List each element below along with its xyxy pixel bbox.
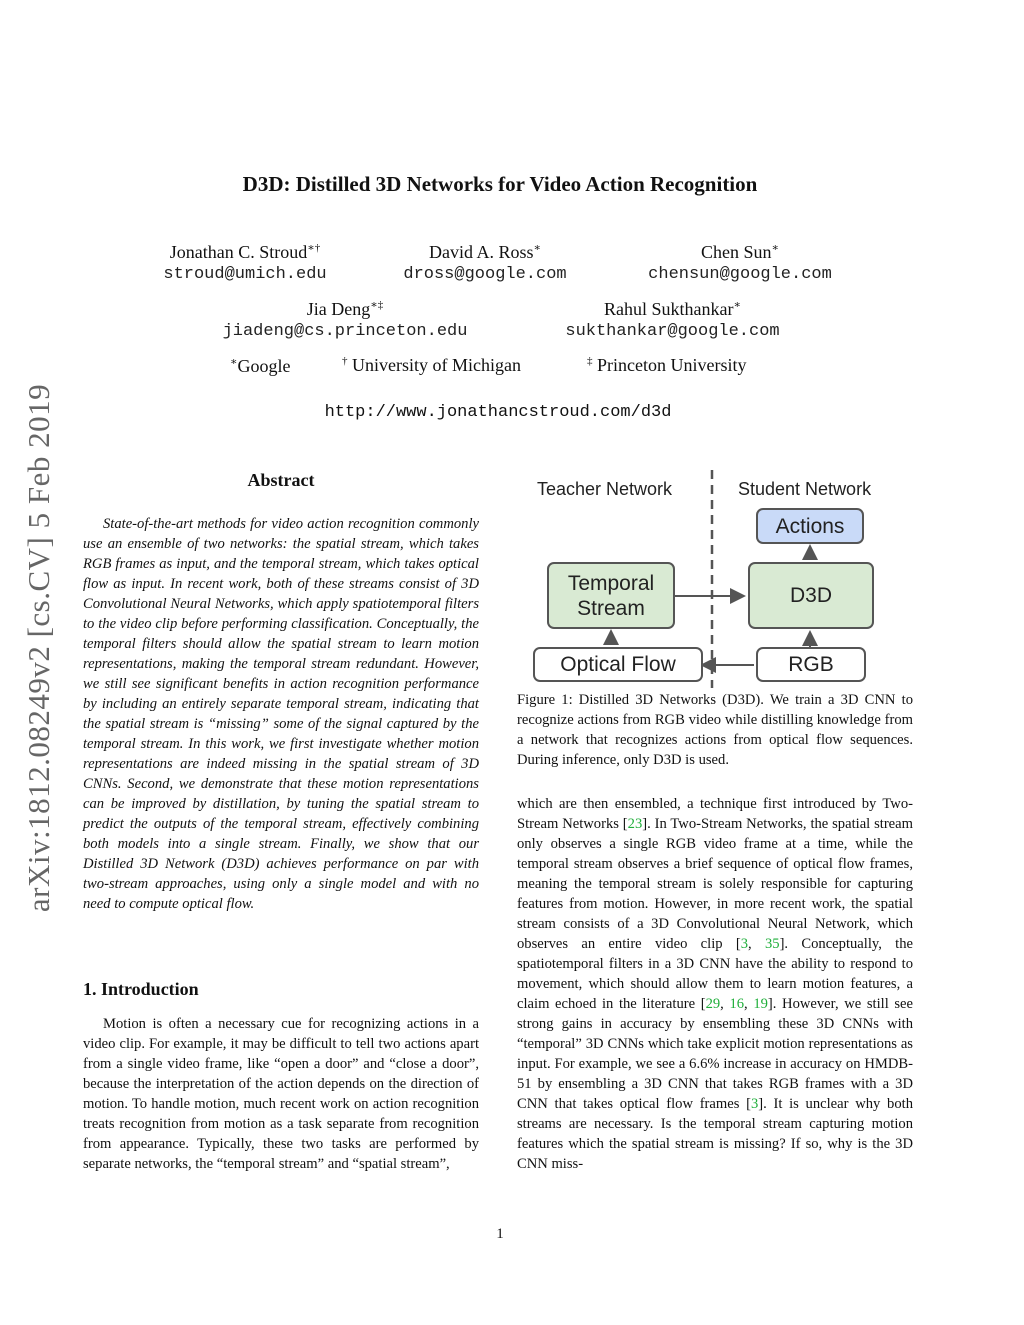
temporal-stream-box bbox=[547, 562, 675, 629]
author-name: Jonathan C. Stroud∗† bbox=[169, 242, 321, 262]
author-email[interactable]: stroud@umich.edu bbox=[163, 265, 327, 284]
author-block bbox=[380, 241, 590, 284]
author-name: Jia Deng∗‡ bbox=[306, 299, 384, 319]
intro-text: Motion is often a necessary cue for recognizing actions in a video clip. For example, it may be difficult to tell two actions apart from a single video frame, like “open a door” and “close a door”, because the interpretation of the action depends on the direction of motion. To handle motion, much recent work on action recognition treats recognition from motion as a task separate from recognition from appearance. Typically, these two tasks are performed by separate networks, the “temporal stream” and “spatial stream”, bbox=[83, 1016, 479, 1172]
abstract-heading: Abstract bbox=[247, 470, 315, 490]
d3d-box: D3D bbox=[748, 562, 874, 629]
project-url[interactable]: http://www.jonathancstroud.com/d3d bbox=[324, 403, 672, 422]
citation-link[interactable]: 16 bbox=[729, 996, 745, 1012]
author-name: David A. Ross∗ bbox=[429, 242, 541, 262]
temporal-stream-line2: Stream bbox=[577, 596, 645, 620]
author-email[interactable]: jiadeng@cs.princeton.edu bbox=[222, 322, 468, 341]
citation-link[interactable]: 23 bbox=[627, 816, 643, 832]
abstract-text: State-of-the-art methods for video action recognition commonly use an ensemble of two networks: the spatial stream, which takes RGB frames as input, and the temporal stream, which takes optical flow as input. In recent work, both of these streams consist of 3D Convolutional Neural Networks, which apply spatiotemporal filters to the video clip before performing classification. Conceptually, the temporal filters should allow the spatial stream to learn motion representations, making the temporal stream redundant. However, we still see significant benefits in action recognition performance by including an entirely separate temporal stream, indicating that the spatial stream is “missing” some of the signal captured by the temporal stream. In this work, we first investigate whether motion representations are indeed missing in the spatial stream of 3D CNNs. Second, we demonstrate that these motion representations can be improved by distillation, by tuning the spatial stream to predict the outputs of the temporal stream, effectively combining both models into a single stream. Finally, we show that our Distilled 3D Network (D3D) achieves performance on par with two-stream approaches, using only a single model and with no need to compute optical flow. bbox=[83, 516, 479, 912]
author-block bbox=[625, 241, 855, 284]
citation-link[interactable]: 3 bbox=[740, 936, 749, 952]
affiliation-michigan: † University of Michigan bbox=[342, 355, 521, 375]
temporal-stream-line1: Temporal bbox=[567, 571, 655, 595]
figure-1-caption: Figure 1: Distilled 3D Networks (D3D). We train a 3D CNN to recognize actions from RGB video while distilling knowledge from a network that recognizes actions from optical flow sequences. During inference, only D3D is used. bbox=[517, 692, 913, 768]
arxiv-sidebar bbox=[14, 365, 64, 930]
author-email[interactable]: chensun@google.com bbox=[648, 265, 832, 284]
author-name: Chen Sun∗ bbox=[701, 242, 779, 262]
citation-link[interactable]: 35 bbox=[764, 936, 780, 952]
intro-heading: 1. Introduction bbox=[83, 979, 199, 999]
author-email[interactable]: sukthankar@google.com bbox=[565, 322, 780, 341]
figure-1 bbox=[517, 470, 913, 688]
paper-title: D3D: Distilled 3D Networks for Video Action Recognition bbox=[242, 172, 758, 196]
affiliation-princeton: ‡ Princeton University bbox=[587, 355, 747, 375]
citation-link[interactable]: 3 bbox=[750, 1096, 759, 1112]
arxiv-identifier: arXiv:1812.08249v2 [cs.CV] 5 Feb 2019 bbox=[21, 383, 56, 912]
teacher-network-label: Teacher Network bbox=[537, 479, 673, 499]
citation-link[interactable]: 29 bbox=[705, 996, 721, 1012]
author-block bbox=[140, 241, 350, 284]
actions-box: Actions bbox=[756, 508, 864, 544]
author-email[interactable]: dross@google.com bbox=[403, 265, 567, 284]
rgb-box: RGB bbox=[756, 647, 866, 682]
optical-flow-box: Optical Flow bbox=[533, 647, 703, 682]
affiliation-google: ∗Google bbox=[230, 356, 291, 376]
author-block bbox=[190, 298, 500, 341]
citation-link[interactable]: 19 bbox=[753, 996, 768, 1012]
intro-continued-text: which are then ensembled, a technique first introduced by Two-Stream Networks [23]. In Two-Stream Networks, the spatial stream only observes a single RGB video frame at a time, while the temporal stream observes a brief sequence of optical flow frames, meaning the temporal stream is solely responsible for capturing features from motion. However, in more recent work, the spatial stream consists of a 3D Convolutional Neural Network, which observes an entire video clip [3, 35]. Conceptually, the spatiotemporal filters in a 3D CNN have the ability to respond to movement, which should allow them to learn motion features, a claim echoed in the literature [29, 16, 19]. However, we still see strong gains in accuracy by ensembling these 3D CNNs with “temporal” 3D CNNs which take explicit motion representations as input. For example, we see a 6.6% increase in accuracy on HMDB-51 by ensembling a 3D CNN that takes RGB frames with a 3D CNN that takes optical flow frames [3]. It is unclear why both streams are necessary. Is the temporal stream capturing motion features which the spatial stream is missing? If so, why is the 3D CNN miss- bbox=[517, 796, 914, 1172]
student-network-label: Student Network bbox=[738, 479, 872, 499]
author-block bbox=[535, 298, 810, 341]
author-name: Rahul Sukthankar∗ bbox=[604, 299, 741, 319]
page-number: 1 bbox=[496, 1226, 504, 1242]
